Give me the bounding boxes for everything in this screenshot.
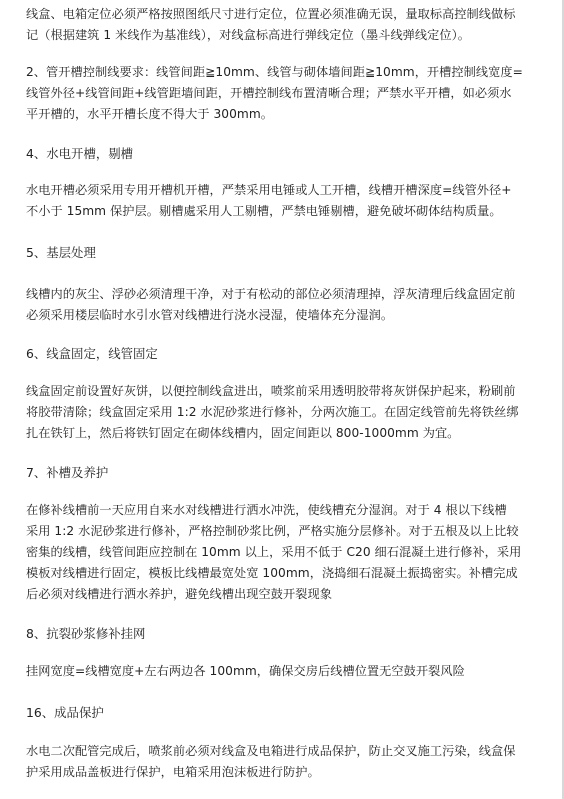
section-heading: 6、线盒固定，线管固定 (26, 346, 158, 361)
section-heading: 5、基层处理 (26, 245, 96, 260)
text-line: 扎在铁钉上，然后将铁钉固定在砌体线槽内，固定间距以 800-1000mm 为宜。 (26, 426, 460, 440)
text-line: 采用 1:2 水泥砂浆进行修补，严格控制砂浆比例，严格实施分层修补。对于五根及以上比较 (26, 524, 519, 538)
text-line: 线盒固定前设置好灰饼，以便控制线盒进出，喷浆前采用透明胶带将灰饼保护起来，粉刷前 (26, 384, 516, 398)
text-line: 线盒、电箱定位必须严格按照图纸尺寸进行定位，位置必须准确无误，量取标高控制线做标 (26, 7, 516, 21)
section-heading: 16、成品保护 (26, 705, 104, 720)
text-line: 水电二次配管完成后，喷浆前必须对线盒及电箱进行成品保护，防止交叉施工污染，线盒保 (26, 744, 516, 758)
text-line: 密集的线槽，线管间距应控制在 10mm 以上，采用不低于 C20 细石混凝土进行修补，采用 (26, 545, 522, 559)
paragraph-groove-control-lines (26, 62, 546, 125)
text-line: 将胶带清除；线盒固定采用 1:2 水泥砂浆进行修补，分两次施工。在固定线管前先将铁丝绑 (26, 405, 519, 419)
paragraph-protection (26, 741, 546, 783)
text-line: 挂网宽度=线槽宽度+左右两边各 100mm，确保交房后线槽位置无空鼓开裂风险 (26, 664, 465, 678)
text-line: 在修补线槽前一天应用自来水对线槽进行洒水冲洗，使线槽充分湿润。对于 4 根以下线槽 (26, 503, 507, 517)
text-line: 后必须对线槽进行洒水养护，避免线槽出现空鼓开裂现象 (26, 587, 332, 601)
paragraph-box-positioning (26, 4, 546, 46)
text-line: 记（根据建筑 1 米线作为基准线），对线盒标高进行弹线定位（墨斗线弹线定位）。 (26, 28, 471, 42)
text-line: 线槽内的灰尘、浮砂必须清理干净，对于有松动的部位必须清理掉，浮灰清理后线盒固定前 (26, 287, 516, 301)
text-line: 平开槽的，水平开槽长度不得大于 300mm。 (26, 107, 273, 121)
section-heading: 8、抗裂砂浆修补挂网 (26, 626, 146, 641)
paragraph-groove-repair (26, 500, 546, 605)
paragraph-mesh (26, 661, 546, 682)
paragraph-base-treatment (26, 284, 546, 326)
paragraph-grooving (26, 180, 546, 222)
text-line: 护采用成品盖板进行保护，电箱采用泡沫板进行防护。 (26, 765, 320, 779)
section-heading: 7、补槽及养护 (26, 465, 109, 480)
text-line: 必须采用楼层临时水引水管对线槽进行浇水浸湿，使墙体充分湿润。 (26, 308, 394, 322)
paragraph-box-fixing (26, 381, 546, 444)
section-heading: 4、水电开槽，剔槽 (26, 146, 134, 161)
text-line: 2、管开槽控制线要求：线管间距≧10mm、线管与砌体墙间距≧10mm，开槽控制线宽度= (26, 65, 523, 79)
text-line: 线管外径+线管间距+线管距墙间距，开槽控制线布置清晰合理；严禁水平开槽，如必须水 (26, 86, 512, 100)
text-line: 水电开槽必须采用专用开槽机开槽，严禁采用电锤或人工开槽，线槽开槽深度=线管外径+ (26, 183, 512, 197)
text-line: 模板对线槽进行固定，模板比线槽最宽处宽 100mm，浇捣细石混凝土振捣密实。补槽完成 (26, 566, 518, 580)
text-line: 不小于 15mm 保护层。剔槽處采用人工剔槽，严禁电锤剔槽，避免破坏砌体结构质量。 (26, 204, 502, 218)
